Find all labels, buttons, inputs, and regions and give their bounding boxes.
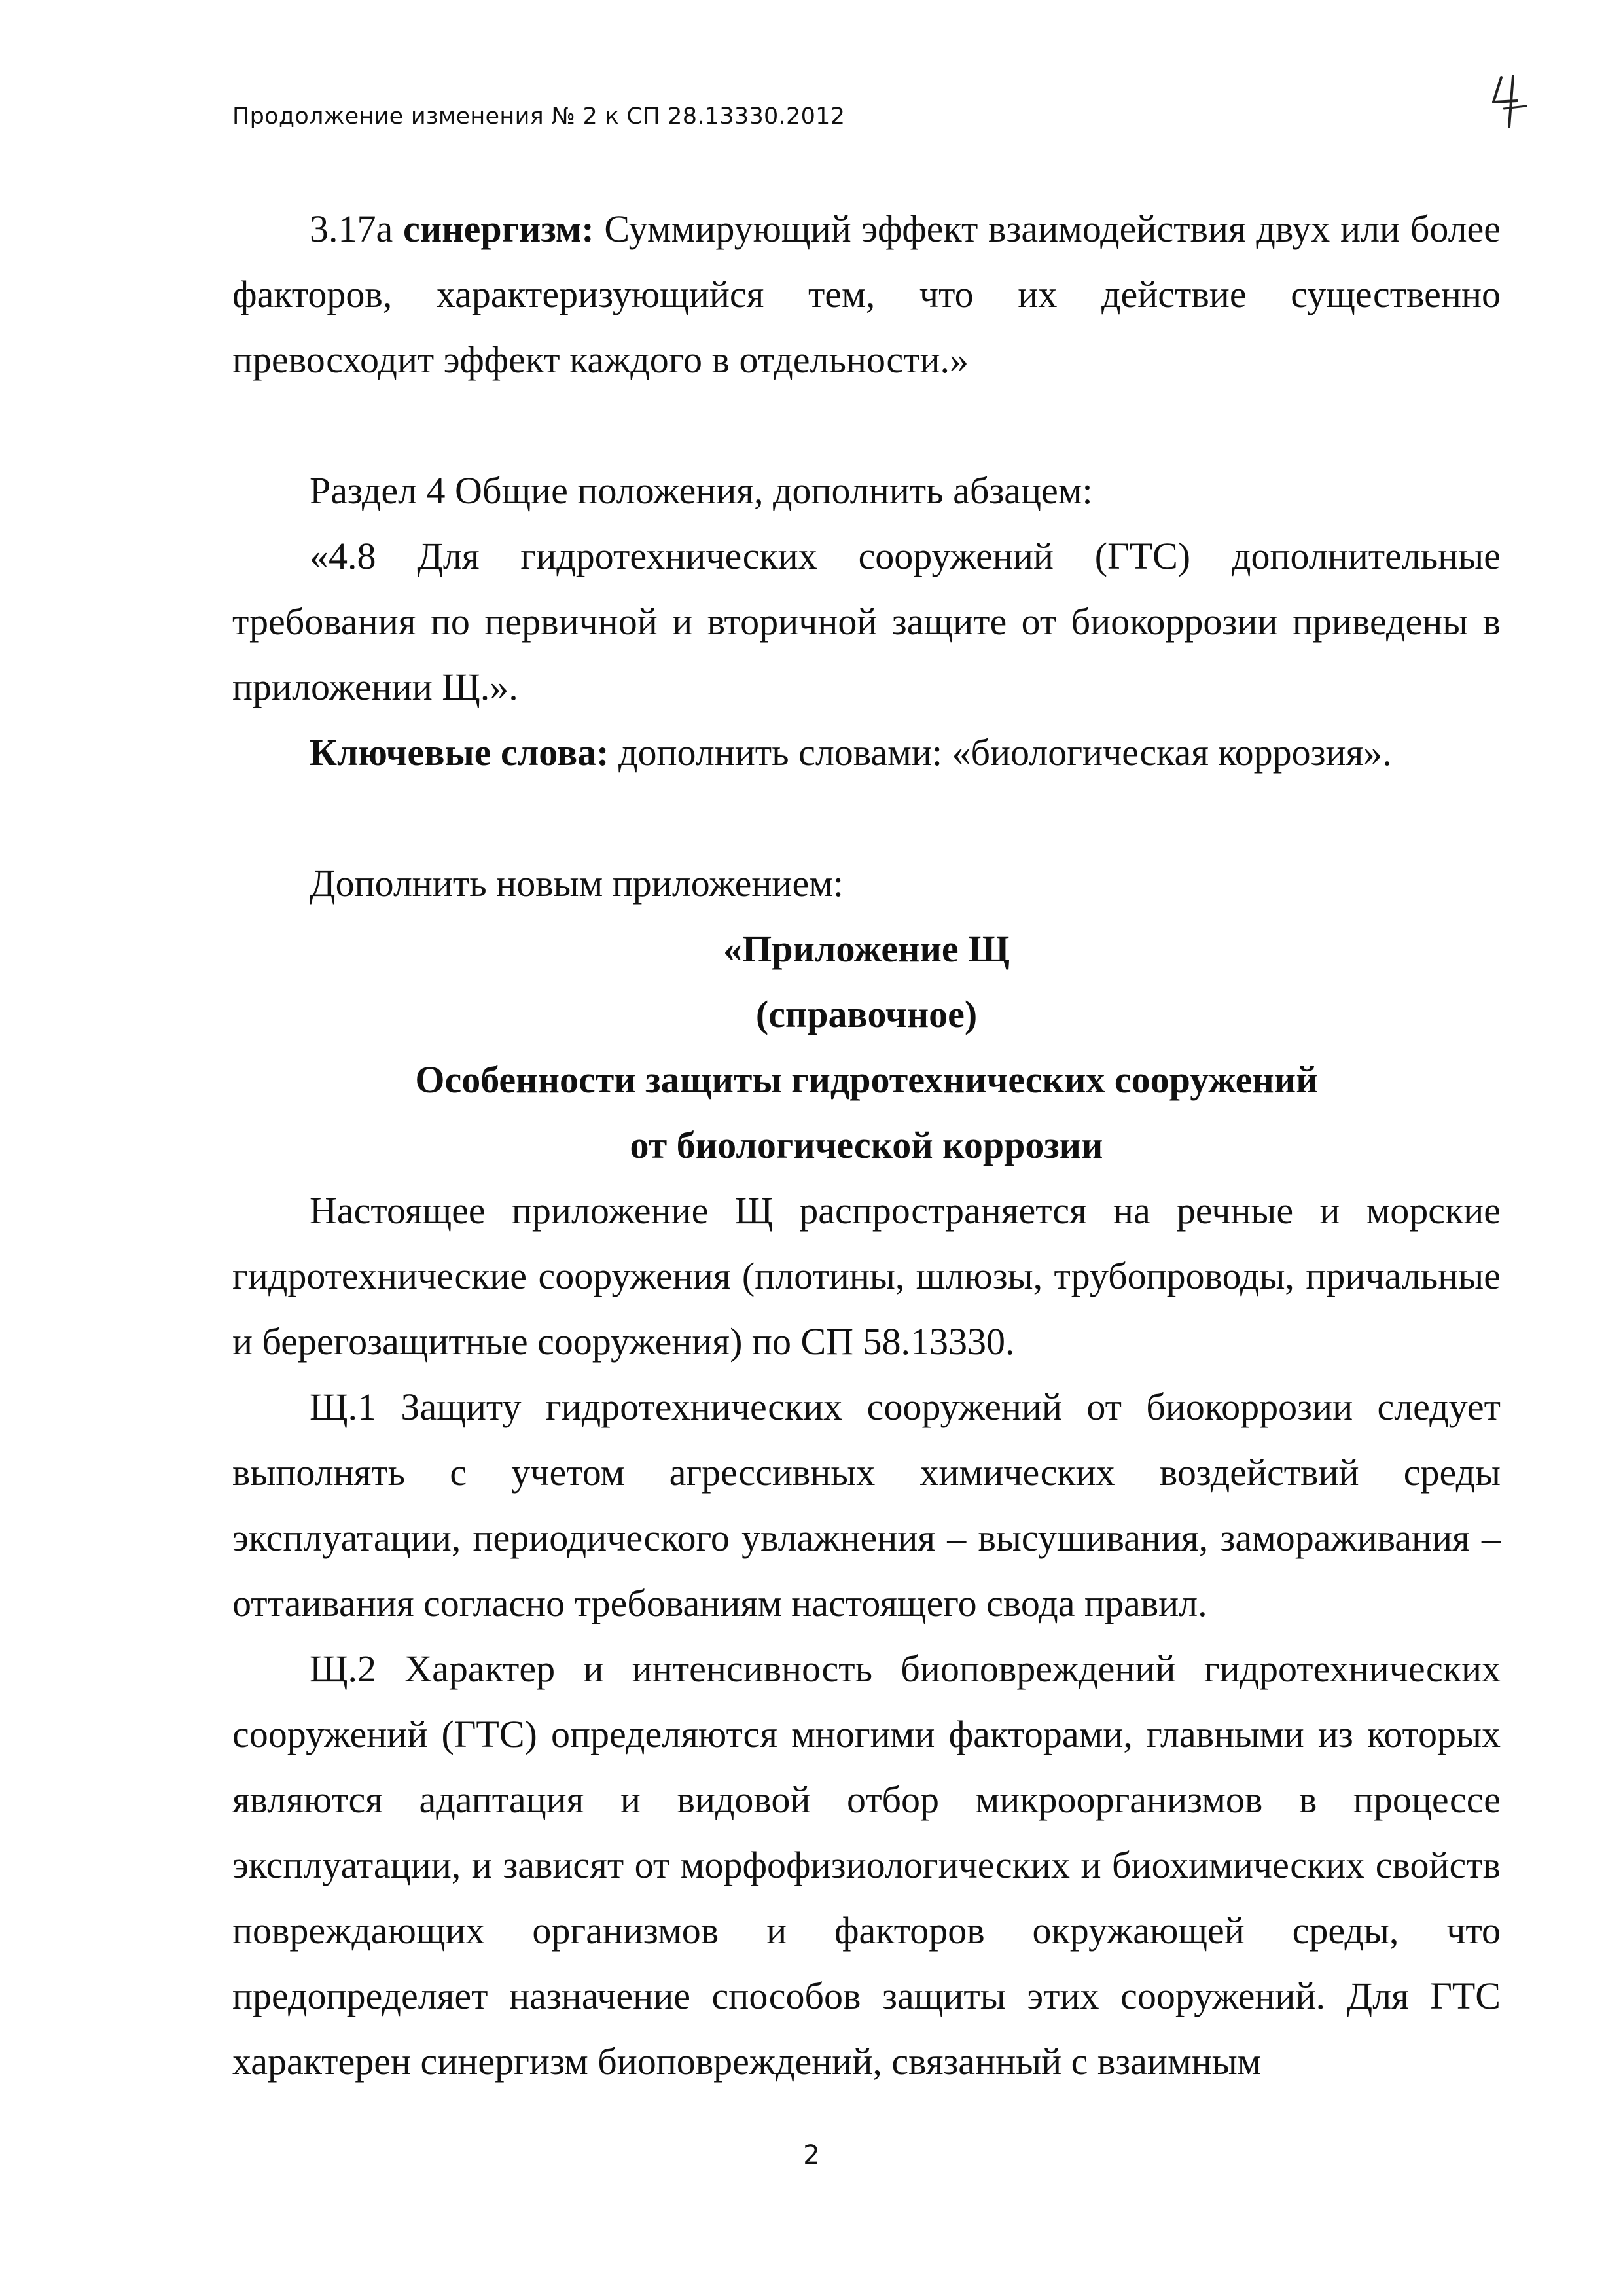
handwritten-page-number-mark [1487, 72, 1533, 131]
section-4-intro: Раздел 4 Общие положения, дополнить абзацем: [310, 469, 1093, 512]
appendix-title-line-4: от биологической коррозии [630, 1124, 1103, 1166]
definition-317a [232, 196, 1501, 393]
page-number: 2 [803, 2140, 820, 2170]
appendix-scope-paragraph: Настоящее приложение Щ распространяется на речные и морские гидротехнические сооружения (плотины, шлюзы, трубопроводы, причальные и берегозащитные сооружения) по СП 58.13330. [232, 1189, 1501, 1363]
keywords-label: Ключевые слова: [310, 731, 609, 774]
keywords-paragraph [232, 720, 1501, 785]
keywords-text: дополнить словами: «биологическая коррозия». [609, 731, 1392, 774]
definition-term: синергизм: [403, 207, 594, 250]
appendix-intro: Дополнить новым приложением: [310, 862, 844, 905]
appendix-title-line-1: «Приложение Щ [723, 927, 1010, 970]
appendix-block [232, 851, 1501, 2094]
appendix-title-line-2: (справочное) [755, 993, 978, 1035]
appendix-title-line-3: Особенности защиты гидротехнических сооружений [415, 1058, 1318, 1101]
definition-block [232, 196, 1501, 393]
clause-shch-2: Щ.2 Характер и интенсивность биоповреждений гидротехнических сооружений (ГТС) определяются многими факторами, главными из которых являются адаптация и видовой отбор микроорганизмов в процессе эксплуатации, и зависят от морфофизиологических и биохимических свойств повреждающих организмов и факторов окружающей среды, что предопределяет назначение способов защиты этих сооружений. Для ГТС характерен синергизм биоповреждений, связанный с взаимным [232, 1647, 1501, 2083]
section-4-block [232, 458, 1501, 785]
definition-number: 3.17а [310, 207, 393, 250]
definition-text: Суммирующий эффект взаимодействия двух или более факторов, характеризующийся тем, что их действие существенно превосходит эффект каждого в отдельности.» [232, 207, 1501, 381]
running-header: Продолжение изменения № 2 к СП 28.13330.2012 [232, 103, 846, 130]
clause-4-8: «4.8 Для гидротехнических сооружений (ГТС) дополнительные требования по первичной и вторичной защите от биокоррозии приведены в приложении Щ.». [232, 535, 1501, 708]
clause-shch-1: Щ.1 Защиту гидротехнических сооружений от биокоррозии следует выполнять с учетом агрессивных химических воздействий среды эксплуатации, периодического увлажнения – высушивания, замораживания – оттаивания согласно требованиям настоящего свода правил. [232, 1386, 1501, 1624]
